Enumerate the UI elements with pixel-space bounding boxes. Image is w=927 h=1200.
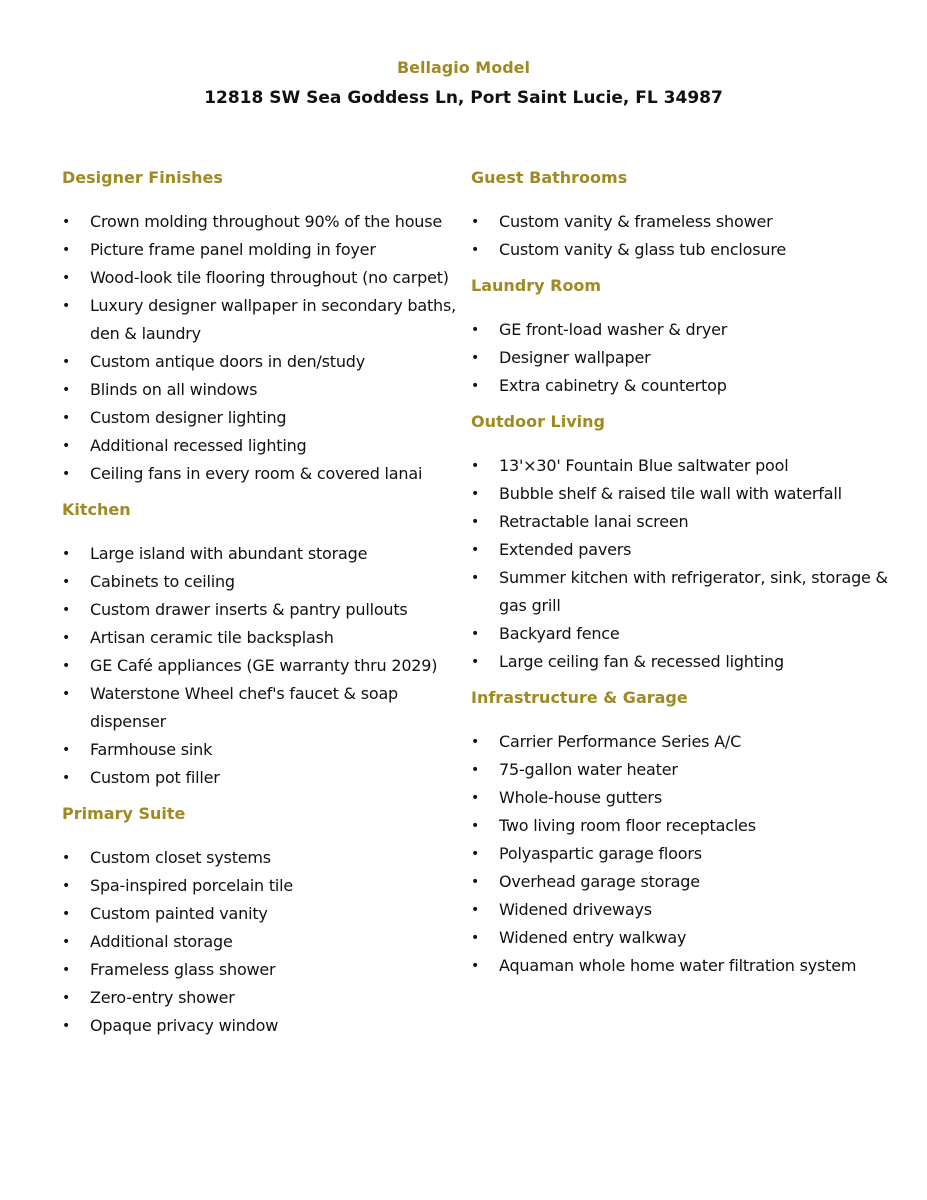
section-heading: Infrastructure & Garage: [471, 688, 688, 707]
bullet-icon: •: [471, 570, 480, 586]
feature-list: [471, 208, 891, 264]
feature-list-item: [62, 624, 462, 652]
feature-list-item: [471, 784, 891, 812]
feature-list-item: [471, 536, 891, 564]
feature-text: Artisan ceramic tile backsplash: [90, 628, 334, 647]
section-laundry-room: [471, 274, 891, 400]
bullet-icon: •: [62, 770, 71, 786]
bullet-icon: •: [471, 930, 480, 946]
feature-list-item: [62, 540, 462, 568]
feature-list-item: [471, 756, 891, 784]
feature-text: Custom designer lighting: [90, 408, 287, 427]
bullet-icon: •: [62, 270, 71, 286]
feature-text: Custom antique doors in den/study: [90, 352, 365, 371]
bullet-icon: •: [471, 846, 480, 862]
bullet-icon: •: [62, 466, 71, 482]
feature-text: Two living room floor receptacles: [499, 816, 756, 835]
feature-text: Custom painted vanity: [90, 904, 268, 923]
bullet-icon: •: [62, 574, 71, 590]
bullet-icon: •: [62, 602, 71, 618]
feature-list-item: [62, 264, 462, 292]
feature-text: Cabinets to ceiling: [90, 572, 235, 591]
bullet-icon: •: [471, 790, 480, 806]
section-heading: Guest Bathrooms: [471, 168, 628, 187]
feature-text: Large island with abundant storage: [90, 544, 368, 563]
bullet-icon: •: [471, 214, 480, 230]
bullet-icon: •: [471, 486, 480, 502]
feature-list-item: [471, 648, 891, 676]
feature-text: Backyard fence: [499, 624, 620, 643]
bullet-icon: •: [62, 742, 71, 758]
feature-text: Crown molding throughout 90% of the house: [90, 212, 443, 231]
feature-list-item: [471, 208, 891, 236]
section-designer-finishes: [62, 166, 462, 488]
feature-text: Extended pavers: [499, 540, 632, 559]
bullet-icon: •: [471, 350, 480, 366]
bullet-icon: •: [62, 298, 71, 314]
document-header: [0, 56, 927, 112]
feature-list-item: [62, 984, 462, 1012]
bullet-icon: •: [62, 242, 71, 258]
feature-list-item: [62, 652, 462, 680]
feature-list-item: [471, 868, 891, 896]
bullet-icon: •: [471, 818, 480, 834]
section-heading: Outdoor Living: [471, 412, 605, 431]
feature-list-item: [471, 316, 891, 344]
feature-list-item: [471, 452, 891, 480]
section-heading: Laundry Room: [471, 276, 602, 295]
feature-text: Widened entry walkway: [499, 928, 687, 947]
feature-text: 13'×30' Fountain Blue saltwater pool: [499, 456, 789, 475]
feature-list-item: [471, 564, 891, 620]
feature-list-item: [62, 680, 462, 736]
feature-text: Additional recessed lighting: [90, 436, 307, 455]
feature-list-item: [62, 928, 462, 956]
feature-list-item: [471, 236, 891, 264]
feature-text: Whole-house gutters: [499, 788, 662, 807]
feature-list-item: [471, 344, 891, 372]
feature-list-item: [471, 896, 891, 924]
bullet-icon: •: [62, 214, 71, 230]
bullet-icon: •: [471, 626, 480, 642]
bullet-icon: •: [62, 546, 71, 562]
bullet-icon: •: [62, 686, 71, 702]
left-column: [62, 166, 462, 1050]
bullet-icon: •: [471, 514, 480, 530]
feature-text: Blinds on all windows: [90, 380, 258, 399]
feature-text: Custom vanity & frameless shower: [499, 212, 773, 231]
bullet-icon: •: [62, 410, 71, 426]
bullet-icon: •: [62, 438, 71, 454]
feature-text: Custom pot filler: [90, 768, 220, 787]
feature-list-item: [62, 1012, 462, 1040]
feature-list-item: [471, 508, 891, 536]
bullet-icon: •: [62, 878, 71, 894]
bullet-icon: •: [62, 658, 71, 674]
bullet-icon: •: [62, 906, 71, 922]
feature-text: Additional storage: [90, 932, 233, 951]
feature-text: Farmhouse sink: [90, 740, 213, 759]
bullet-icon: •: [62, 1018, 71, 1034]
feature-list-item: [62, 348, 462, 376]
section-heading: Kitchen: [62, 500, 131, 519]
feature-text: Custom closet systems: [90, 848, 271, 867]
feature-text: Zero-entry shower: [90, 988, 235, 1007]
feature-list: [471, 728, 891, 980]
feature-text: Aquaman whole home water filtration system: [499, 956, 857, 975]
feature-list: [62, 844, 462, 1040]
feature-list-item: [62, 376, 462, 404]
feature-list: [471, 316, 891, 400]
bullet-icon: •: [62, 962, 71, 978]
feature-text: Custom vanity & glass tub enclosure: [499, 240, 787, 259]
section-heading: Designer Finishes: [62, 168, 223, 187]
feature-text: Picture frame panel molding in foyer: [90, 240, 376, 259]
section-heading: Primary Suite: [62, 804, 186, 823]
feature-text: Large ceiling fan & recessed lighting: [499, 652, 784, 671]
bullet-icon: •: [471, 542, 480, 558]
feature-list: [62, 540, 462, 792]
feature-list-item: [62, 764, 462, 792]
feature-list-item: [471, 728, 891, 756]
feature-list-item: [62, 432, 462, 460]
feature-list-item: [62, 872, 462, 900]
feature-text: Wood-look tile flooring throughout (no carpet): [90, 268, 449, 287]
bullet-icon: •: [471, 958, 480, 974]
bullet-icon: •: [471, 902, 480, 918]
section-guest-bathrooms: [471, 166, 891, 264]
feature-text: Frameless glass shower: [90, 960, 276, 979]
feature-list-item: [471, 480, 891, 508]
feature-list-item: [62, 568, 462, 596]
bullet-icon: •: [62, 630, 71, 646]
feature-list: [62, 208, 462, 488]
bullet-icon: •: [471, 242, 480, 258]
feature-list-item: [62, 900, 462, 928]
section-kitchen: [62, 498, 462, 792]
model-title: Bellagio Model: [396, 58, 530, 77]
feature-text: GE Café appliances (GE warranty thru 2029): [90, 656, 438, 675]
feature-text: 75-gallon water heater: [499, 760, 678, 779]
bullet-icon: •: [62, 850, 71, 866]
bullet-icon: •: [471, 378, 480, 394]
feature-text: Spa-inspired porcelain tile: [90, 876, 294, 895]
feature-list-item: [62, 292, 462, 348]
feature-list-item: [62, 208, 462, 236]
feature-list-item: [471, 952, 891, 980]
feature-text: Custom drawer inserts & pantry pullouts: [90, 600, 408, 619]
feature-text: Polyaspartic garage floors: [499, 844, 702, 863]
bullet-icon: •: [471, 458, 480, 474]
bullet-icon: •: [62, 934, 71, 950]
feature-text: Ceiling fans in every room & covered lanai: [90, 464, 423, 483]
bullet-icon: •: [471, 654, 480, 670]
feature-list-item: [471, 840, 891, 868]
feature-text: Luxury designer wallpaper in secondary baths, den & laundry: [90, 296, 456, 343]
feature-list: [471, 452, 891, 676]
feature-list-item: [62, 844, 462, 872]
bullet-icon: •: [471, 762, 480, 778]
section-primary-suite: [62, 802, 462, 1040]
bullet-icon: •: [62, 354, 71, 370]
section-infrastructure-and-garage: [471, 686, 891, 980]
feature-text: Opaque privacy window: [90, 1016, 279, 1035]
feature-list-item: [62, 956, 462, 984]
section-outdoor-living: [471, 410, 891, 676]
feature-list-item: [471, 812, 891, 840]
feature-list-item: [471, 924, 891, 952]
feature-text: Designer wallpaper: [499, 348, 651, 367]
feature-text: Bubble shelf & raised tile wall with waterfall: [499, 484, 842, 503]
feature-text: Extra cabinetry & countertop: [499, 376, 727, 395]
feature-text: Widened driveways: [499, 900, 652, 919]
right-column: [471, 166, 891, 990]
bullet-icon: •: [62, 382, 71, 398]
bullet-icon: •: [471, 322, 480, 338]
feature-list-item: [62, 404, 462, 432]
bullet-icon: •: [62, 990, 71, 1006]
feature-text: GE front-load washer & dryer: [499, 320, 728, 339]
feature-list-item: [62, 736, 462, 764]
feature-list-item: [62, 236, 462, 264]
feature-list-item: [62, 596, 462, 624]
feature-list-item: [471, 372, 891, 400]
feature-text: Summer kitchen with refrigerator, sink, storage & gas grill: [499, 568, 888, 615]
feature-list-item: [62, 460, 462, 488]
bullet-icon: •: [471, 734, 480, 750]
feature-text: Overhead garage storage: [499, 872, 700, 891]
feature-text: Retractable lanai screen: [499, 512, 689, 531]
feature-text: Carrier Performance Series A/C: [499, 732, 742, 751]
bullet-icon: •: [471, 874, 480, 890]
property-address: 12818 SW Sea Goddess Ln, Port Saint Lucie, FL 34987: [204, 88, 723, 108]
feature-text: Waterstone Wheel chef's faucet & soap dispenser: [90, 684, 399, 731]
feature-list-item: [471, 620, 891, 648]
